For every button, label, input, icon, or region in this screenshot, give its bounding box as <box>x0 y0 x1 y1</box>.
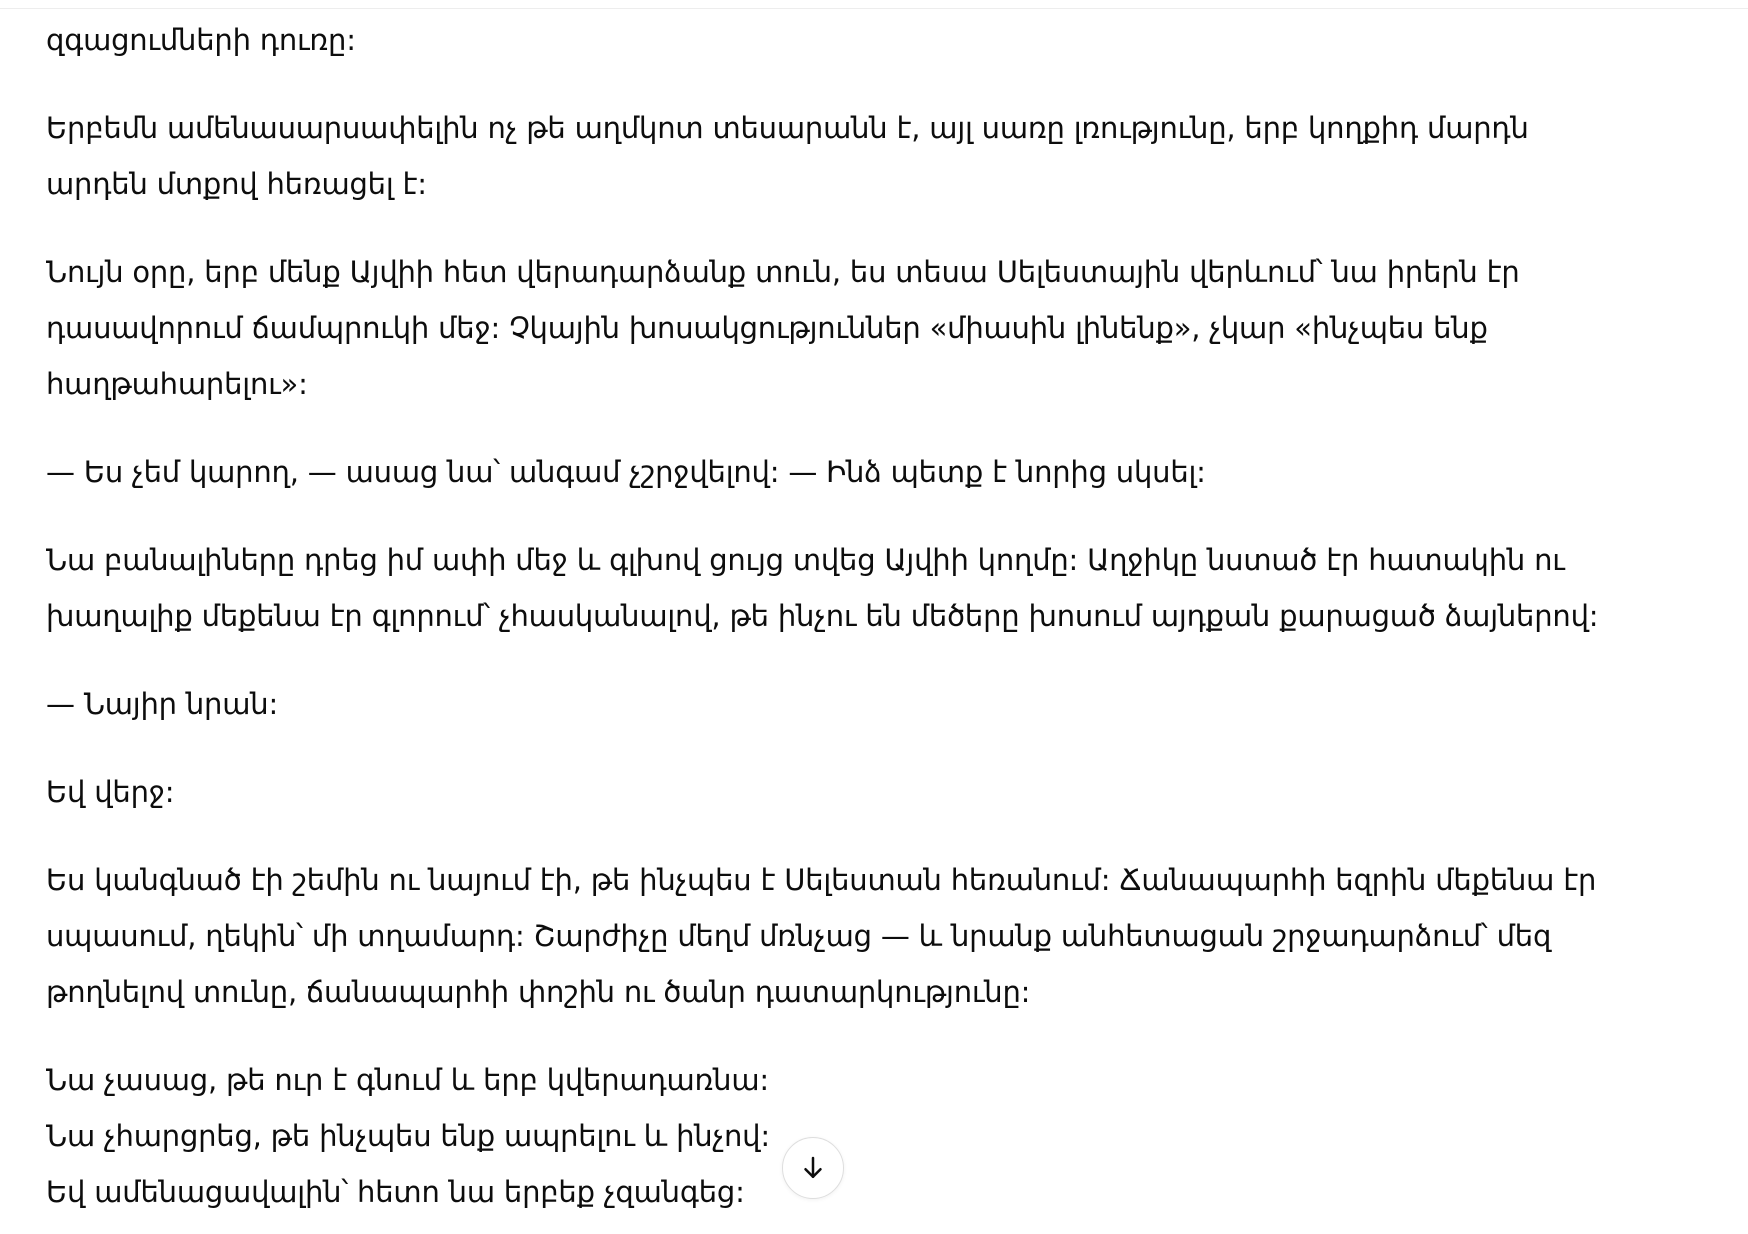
text-line: խաղալիք մեքենա էր գլորում՝ չհասկանալով, թե ինչու են մեծերը խոսում այդքան քարացած ձայներով: <box>46 599 1599 633</box>
message-paragraph <box>46 100 1666 212</box>
arrow-down-icon <box>798 1153 828 1183</box>
message-paragraph <box>46 852 1666 1020</box>
message-paragraph <box>46 444 1666 500</box>
message-paragraph <box>46 12 1666 68</box>
text-line: — Ես չեմ կարող, — ասաց նա՝ անգամ չշրջվելով: — Ինձ պետք է նորից սկսել: <box>46 455 1206 489</box>
text-line: Եվ ամենացավալին՝ հետո նա երբեք չզանգեց: <box>46 1175 745 1209</box>
scroll-to-bottom-button[interactable] <box>782 1137 844 1199</box>
text-line: Ես կանգնած էի շեմին ու նայում էի, թե ինչպես է Սելեստան հեռանում: Ճանապարհի եզրին մեքենա էր <box>46 863 1597 897</box>
message-paragraph <box>46 676 1666 732</box>
text-line: Նա բանալիները դրեց իմ ափի մեջ և գլխով ցույց տվեց Այվիի կողմը: Աղջիկը նստած էր հատակին ու <box>46 543 1565 577</box>
text-line: Նա չասաց, թե ուր է գնում և երբ կվերադառնա: <box>46 1063 769 1097</box>
message-paragraph <box>46 764 1666 820</box>
message-paragraph <box>46 532 1666 644</box>
text-line: Եվ վերջ: <box>46 775 175 809</box>
text-line: հաղթահարելու»: <box>46 367 308 401</box>
text-line: թողնելով տունը, ճանապարհի փոշին ու ծանր դատարկությունը: <box>46 975 1031 1009</box>
text-line: Նա չհարցրեց, թե ինչպես ենք ապրելու և ինչով: <box>46 1119 770 1153</box>
message-paragraph <box>46 244 1666 412</box>
assistant-message <box>46 12 1666 1220</box>
text-line: սպասում, ղեկին՝ մի տղամարդ: Շարժիչը մեղմ մռնչաց — և նրանք անհետացան շրջադարձում՝ մեզ <box>46 919 1552 953</box>
text-line: — Նայիր նրան: <box>46 687 279 721</box>
text-line: զգացումների դուռը: <box>46 23 356 57</box>
text-line: Երբեմն ամենասարսափելին ոչ թե աղմկոտ տեսարանն է, այլ սառը լռությունը, երբ կողքիդ մարդն <box>46 111 1529 145</box>
text-line: արդեն մտքով հեռացել է: <box>46 167 427 201</box>
text-line: դասավորում ճամպրուկի մեջ: Չկային խոսակցություններ «միասին լինենք», չկար «ինչպես ենք <box>46 311 1488 345</box>
top-divider <box>0 8 1748 9</box>
message-paragraph <box>46 1052 1666 1220</box>
text-line: Նույն օրը, երբ մենք Այվիի հետ վերադարձանք տուն, ես տեսա Սելեստային վերևում՝ նա իրերն էր <box>46 255 1520 289</box>
